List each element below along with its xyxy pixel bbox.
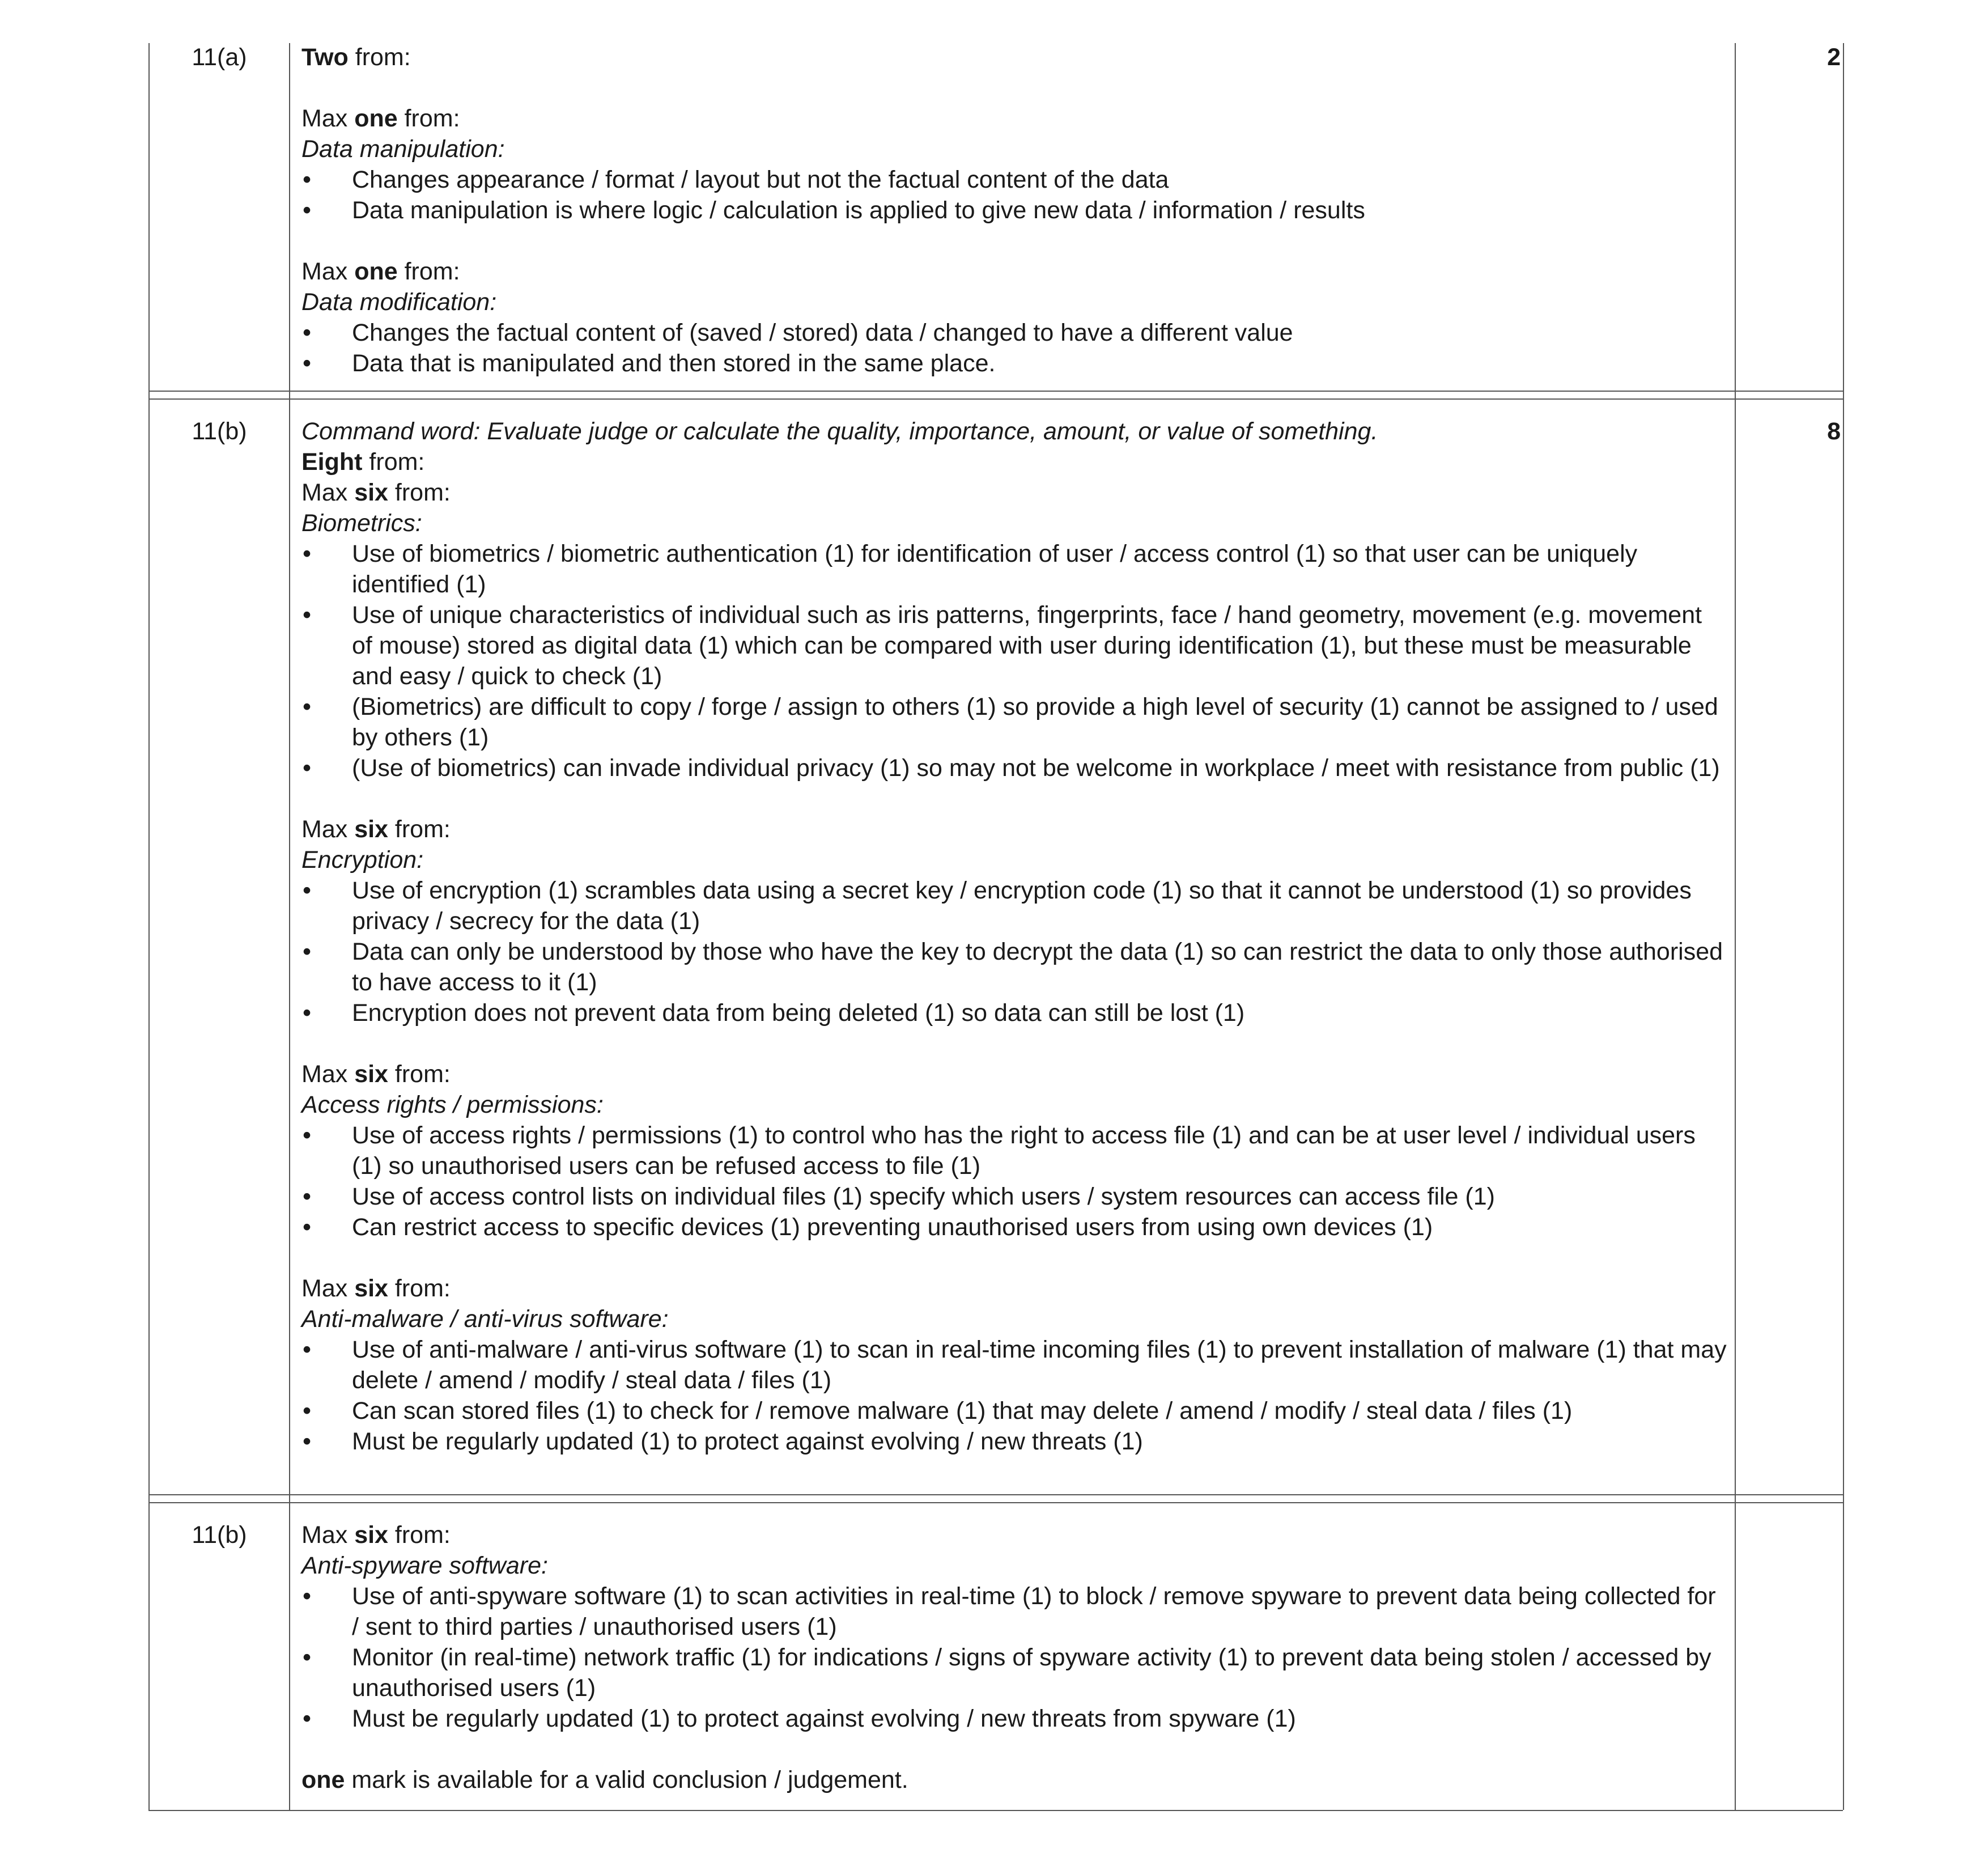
group-heading: Encryption:	[301, 846, 424, 874]
marks-value: 8	[1827, 418, 1841, 445]
bullet-list	[301, 317, 1727, 379]
max-line: Max six from:	[301, 1275, 451, 1302]
group-heading: Data manipulation:	[301, 135, 505, 163]
group-heading: Anti-malware / anti-virus software:	[301, 1305, 669, 1333]
row-divider	[148, 1502, 1843, 1503]
question-number: 11(b)	[192, 418, 247, 445]
max-line: Max one from:	[301, 105, 460, 132]
answer-cell	[301, 1520, 1727, 1795]
list-item: • (Biometrics) are difficult to copy / forge / assign to others (1) so provide a high level of security (1) cannot be assigned to / used by others (1)	[301, 692, 1727, 753]
list-item: • Use of anti-spyware software (1) to scan activities in real-time (1) to block / remove spyware to prevent data being collected for / sent to third parties / unauthorised users (1)	[301, 1581, 1727, 1642]
list-item: • Use of access rights / permissions (1) to control who has the right to access file (1) and can be at user level / individual users (1) so unauthorised users can be refused access to file (1)	[301, 1120, 1727, 1181]
list-item: • Use of biometrics / biometric authentication (1) for identification of user / access control (1) so that user can be uniquely identified (1)	[301, 538, 1727, 600]
list-item: • Data can only be understood by those who have the key to decrypt the data (1) so can restrict the data to only those authorised to have access to it (1)	[301, 936, 1727, 998]
conclusion-line: one mark is available for a valid conclusion / judgement.	[301, 1766, 908, 1793]
list-item: • Must be regularly updated (1) to protect against evolving / new threats (1)	[301, 1426, 1727, 1457]
group-heading: Biometrics:	[301, 510, 422, 537]
max-line: Max six from:	[301, 479, 451, 506]
intro-line: Two from:	[301, 44, 411, 71]
marks-value: 2	[1827, 44, 1841, 71]
row-divider	[148, 1494, 1843, 1495]
list-item: • Data manipulation is where logic / calculation is applied to give new data / information / results	[301, 195, 1727, 226]
bullet-list	[301, 875, 1727, 1028]
answer-cell	[301, 416, 1727, 1457]
list-item: • Use of anti-malware / anti-virus software (1) to scan in real-time incoming files (1) to prevent installation of malware (1) that may delete / amend / modify / steal data / files (1)	[301, 1334, 1727, 1396]
list-item: • Use of unique characteristics of individual such as iris patterns, fingerprints, face / hand geometry, movement (e.g. movement of mouse) stored as digital data (1) which can be compared with user during identification (1), but these must be measurable and easy / quick to check (1)	[301, 600, 1727, 692]
list-item: • Must be regularly updated (1) to protect against evolving / new threats from spyware (1)	[301, 1703, 1727, 1734]
question-number: 11(a)	[192, 44, 247, 71]
table-border-bottom	[148, 1810, 1843, 1811]
list-item: • Use of access control lists on individual files (1) specify which users / system resources can access file (1)	[301, 1181, 1727, 1212]
bullet-list	[301, 164, 1727, 226]
list-item: • Changes appearance / format / layout but not the factual content of the data	[301, 164, 1727, 195]
column-divider-marks	[1735, 43, 1736, 1810]
group-heading: Access rights / permissions:	[301, 1091, 604, 1118]
list-item: • Use of encryption (1) scrambles data using a secret key / encryption code (1) so that it cannot be understood (1) so provides privacy / secrecy for the data (1)	[301, 875, 1727, 936]
list-item: • Can scan stored files (1) to check for / remove malware (1) that may delete / amend / modify / steal data / files (1)	[301, 1396, 1727, 1426]
list-item: • (Use of biometrics) can invade individual privacy (1) so may not be welcome in workplace / meet with resistance from public (1)	[301, 753, 1727, 783]
bullet-list	[301, 1581, 1727, 1734]
command-word-line: Command word: Evaluate judge or calculate the quality, importance, amount, or value of something.	[301, 418, 1378, 445]
max-line: Max one from:	[301, 258, 460, 285]
row-divider	[148, 391, 1843, 392]
bullet-list	[301, 1334, 1727, 1457]
max-line: Max six from:	[301, 1061, 451, 1088]
group-heading: Data modification:	[301, 289, 497, 316]
table-border-right	[1843, 43, 1844, 1810]
list-item: • Changes the factual content of (saved / stored) data / changed to have a different value	[301, 317, 1727, 348]
list-item: • Can restrict access to specific devices (1) preventing unauthorised users from using own devices (1)	[301, 1212, 1727, 1243]
bullet-list	[301, 1120, 1727, 1243]
list-item: • Data that is manipulated and then stored in the same place.	[301, 348, 1727, 379]
max-line: Max six from:	[301, 816, 451, 843]
max-line: Max six from:	[301, 1521, 451, 1549]
list-item: • Encryption does not prevent data from being deleted (1) so data can still be lost (1)	[301, 998, 1727, 1028]
group-heading: Anti-spyware software:	[301, 1552, 548, 1579]
question-number: 11(b)	[192, 1521, 247, 1549]
bullet-list	[301, 538, 1727, 783]
list-item: • Monitor (in real-time) network traffic (1) for indications / signs of spyware activity (1) to prevent data being stolen / accessed by unauthorised users (1)	[301, 1642, 1727, 1703]
row-divider	[148, 398, 1843, 400]
answer-cell	[301, 42, 1727, 379]
intro-line: Eight from:	[301, 448, 425, 476]
